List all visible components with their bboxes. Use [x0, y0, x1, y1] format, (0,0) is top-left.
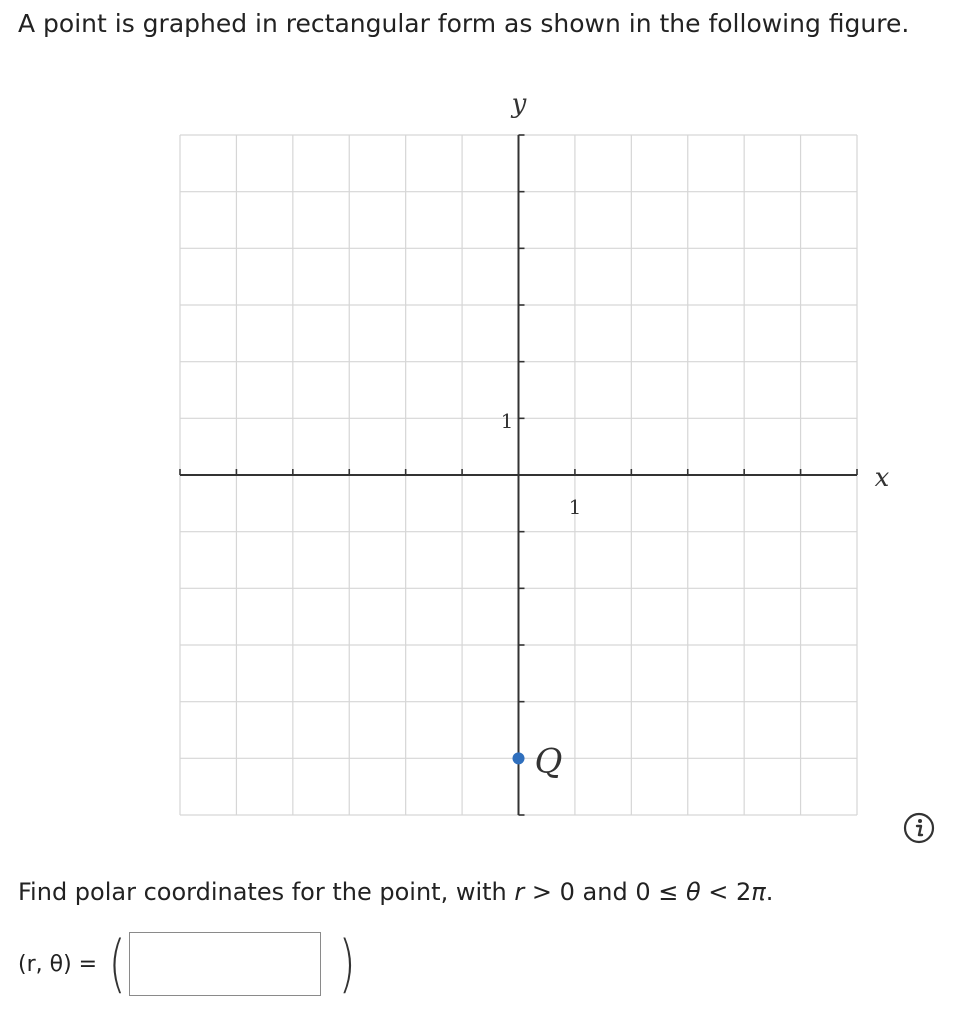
x-tick-label: 1 [568, 495, 582, 519]
question-text [18, 876, 773, 908]
answer-row [18, 924, 360, 1004]
x-axis-label: x [874, 463, 890, 493]
open-paren: ( [108, 927, 126, 1000]
question-pi: π [751, 878, 766, 906]
close-paren: ) [338, 927, 356, 1000]
info-circle-icon [902, 811, 936, 845]
question-suffix: . [765, 878, 774, 906]
question-condition-1: > 0 and 0 ≤ [524, 878, 686, 906]
info-button[interactable] [902, 811, 936, 845]
answer-label: (r, θ) = [18, 951, 98, 977]
y-axis-label: y [511, 89, 527, 119]
prompt-text: A point is graphed in rectangular form as shown in the following figure. [18, 9, 910, 38]
y-tick-label: 1 [500, 409, 514, 433]
question-prefix: Find polar coordinates for the point, with [18, 878, 515, 906]
axes [180, 135, 857, 815]
question-r-var: r [514, 878, 525, 906]
question-condition-2: < 2 [700, 878, 752, 906]
point-q-marker [513, 752, 525, 764]
question-theta-var: θ [685, 878, 701, 906]
polar-coordinates-input[interactable] [129, 932, 321, 996]
point-q-label: Q [534, 741, 563, 782]
